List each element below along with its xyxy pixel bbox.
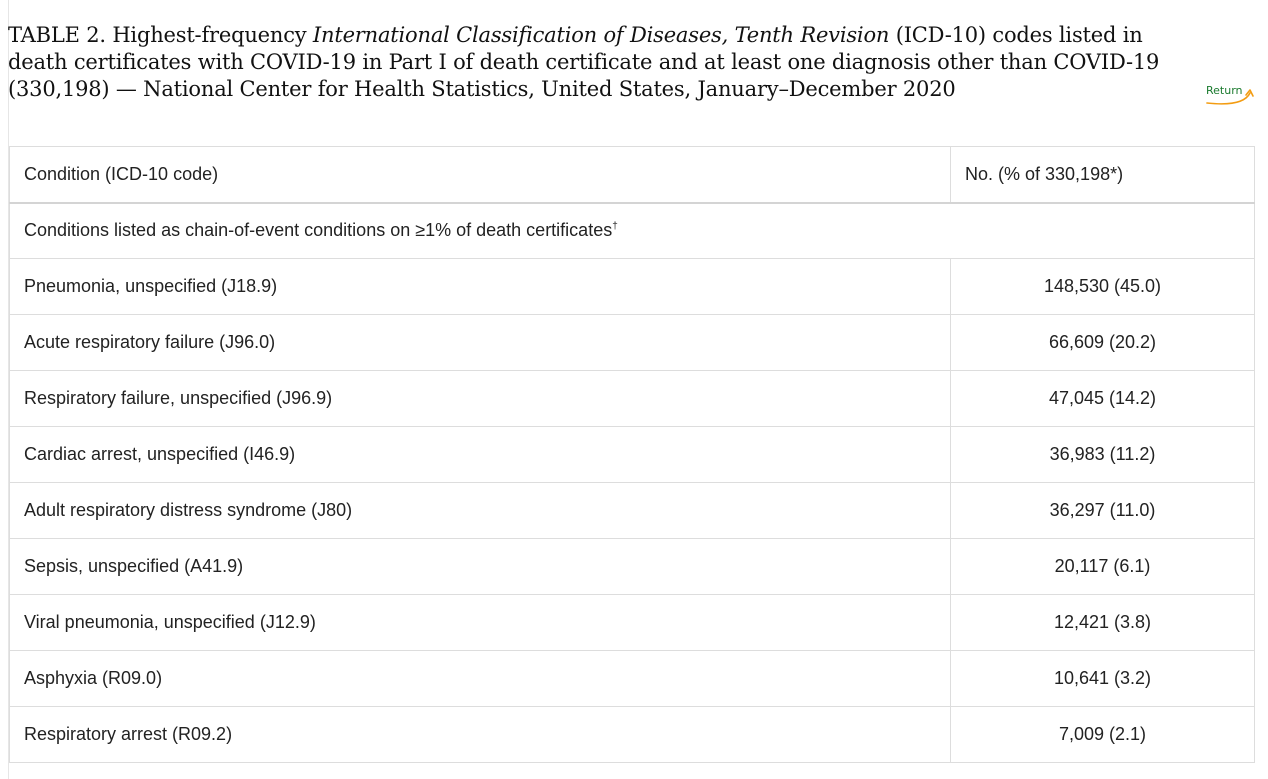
condition-cell: Cardiac arrest, unspecified (I46.9)	[10, 427, 951, 483]
table-row	[10, 595, 1255, 651]
table-row	[10, 371, 1255, 427]
header-condition: Condition (ICD-10 code)	[10, 147, 951, 203]
condition-cell: Pneumonia, unspecified (J18.9)	[10, 259, 951, 315]
caption-prefix: TABLE 2. Highest-frequency	[8, 23, 313, 47]
count-cell: 12,421 (3.8)	[951, 595, 1255, 651]
count-cell: 36,983 (11.2)	[951, 427, 1255, 483]
condition-cell: Viral pneumonia, unspecified (J12.9)	[10, 595, 951, 651]
return-arrow-icon	[1205, 82, 1257, 106]
count-cell: 10,641 (3.2)	[951, 651, 1255, 707]
count-cell: 20,117 (6.1)	[951, 539, 1255, 595]
header-count: No. (% of 330,198*)	[951, 147, 1255, 203]
count-cell: 7,009 (2.1)	[951, 707, 1255, 763]
section-footnote-mark: †	[612, 221, 618, 233]
table-row	[10, 707, 1255, 763]
condition-cell: Respiratory failure, unspecified (J96.9)	[10, 371, 951, 427]
condition-cell: Asphyxia (R09.0)	[10, 651, 951, 707]
count-cell: 66,609 (20.2)	[951, 315, 1255, 371]
condition-cell: Respiratory arrest (R09.2)	[10, 707, 951, 763]
table-row	[10, 483, 1255, 539]
condition-cell: Adult respiratory distress syndrome (J80)	[10, 483, 951, 539]
caption-italic: International Classification of Diseases, Tenth Revision	[312, 23, 890, 47]
section-row	[10, 203, 1255, 259]
condition-cell: Sepsis, unspecified (A41.9)	[10, 539, 951, 595]
table-header-row	[10, 147, 1255, 203]
count-cell: 47,045 (14.2)	[951, 371, 1255, 427]
caption-suffix: (ICD-10) codes listed in death certificates with COVID-19 in Part I of death certificate and at least one diagnosis other than COVID-19 (330,198) — National Center for Health Statistics, United States, January–December 2020	[8, 23, 1160, 101]
return-label: Return	[1206, 84, 1243, 97]
table-row	[10, 539, 1255, 595]
table-caption	[8, 22, 1208, 103]
section-label: Conditions listed as chain-of-event conditions on ≥1% of death certificates	[24, 220, 613, 241]
table-row	[10, 651, 1255, 707]
return-link[interactable]	[1205, 82, 1257, 104]
data-table	[9, 146, 1255, 763]
condition-cell: Acute respiratory failure (J96.0)	[10, 315, 951, 371]
count-cell: 36,297 (11.0)	[951, 483, 1255, 539]
section-label-cell	[10, 203, 1255, 259]
table-row	[10, 259, 1255, 315]
table-body	[10, 203, 1255, 763]
count-cell: 148,530 (45.0)	[951, 259, 1255, 315]
table-row	[10, 427, 1255, 483]
table-row	[10, 315, 1255, 371]
